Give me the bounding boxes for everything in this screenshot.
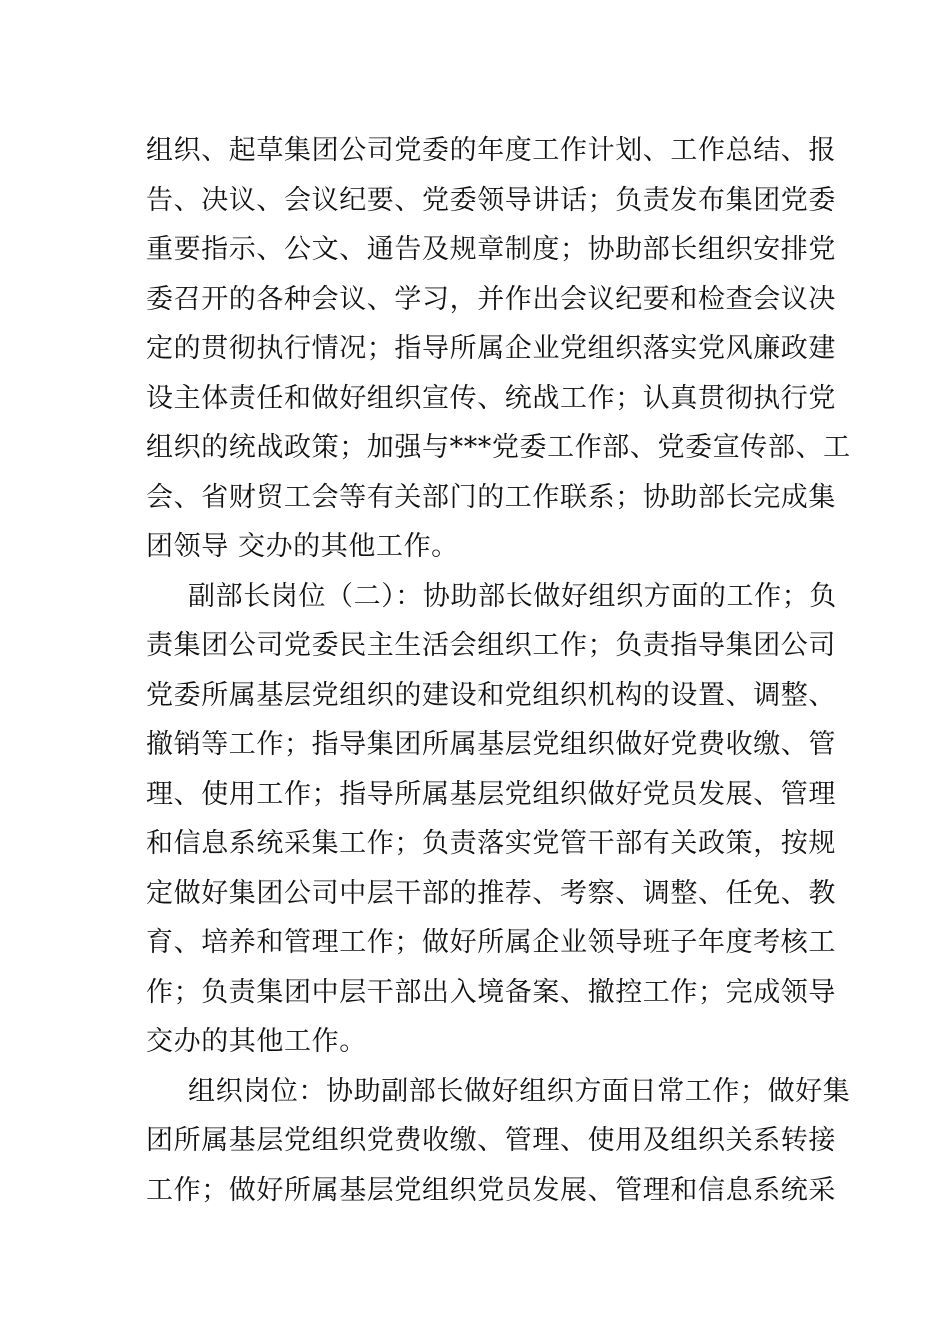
text-line: 理、使用工作；指导所属基层党组织做好党员发展、管理 (146, 778, 836, 810)
body-text (146, 126, 851, 1215)
text-line: 组织的统战政策；加强与***党委工作部、党委宣传部、工 (146, 432, 851, 463)
paragraph-first-line: 副部长岗位（二）：协助部长做好组织方面的工作；负 (188, 580, 837, 612)
text-line: 重要指示、公文、通告及规章制度；协助部长组织安排党 (146, 234, 836, 265)
text-line: 交办的其他工作。 (146, 1026, 367, 1057)
text-line: 会、省财贸工会等有关部门的工作联系；协助部长完成集 (146, 481, 836, 513)
text-line: 育、培养和管理工作；做好所属企业领导班子年度考核工 (146, 927, 836, 958)
text-line: 撤销等工作；指导集团所属基层党组织做好党费收缴、管 (146, 729, 836, 760)
text-line: 委召开的各种会议、学习，并作出会议纪要和检查会议决 (146, 283, 836, 315)
text-line: 设主体责任和做好组织宣传、统战工作；认真贯彻执行党 (146, 382, 836, 414)
text-line: 党委所属基层党组织的建设和党组织机构的设置、调整、 (146, 679, 836, 711)
paragraph-first-line: 组织岗位：协助副部长做好组织方面日常工作；做好集 (188, 1075, 851, 1107)
text-line: 告、决议、会议纪要、党委领导讲话；负责发布集团党委 (146, 184, 836, 216)
text-line: 责集团公司党委民主生活会组织工作；负责指导集团公司 (146, 630, 836, 661)
text-line: 团所属基层党组织党费收缴、管理、使用及组织关系转接 (146, 1125, 836, 1156)
text-line: 团领导 交办的其他工作。 (146, 531, 459, 562)
text-line: 定做好集团公司中层干部的推荐、考察、调整、任免、教 (146, 877, 836, 909)
text-line: 作；负责集团中层干部出入境备案、撤控工作；完成领导 (146, 976, 836, 1008)
text-line: 定的贯彻执行情况；指导所属企业党组织落实党风廉政建 (146, 333, 836, 364)
text-line: 工作；做好所属基层党组织党员发展、管理和信息系统采 (146, 1174, 836, 1206)
text-line: 组织、起草集团公司党委的年度工作计划、工作总结、报 (146, 135, 836, 166)
text-line: 和信息系统采集工作；负责落实党管干部有关政策，按规 (146, 828, 836, 859)
